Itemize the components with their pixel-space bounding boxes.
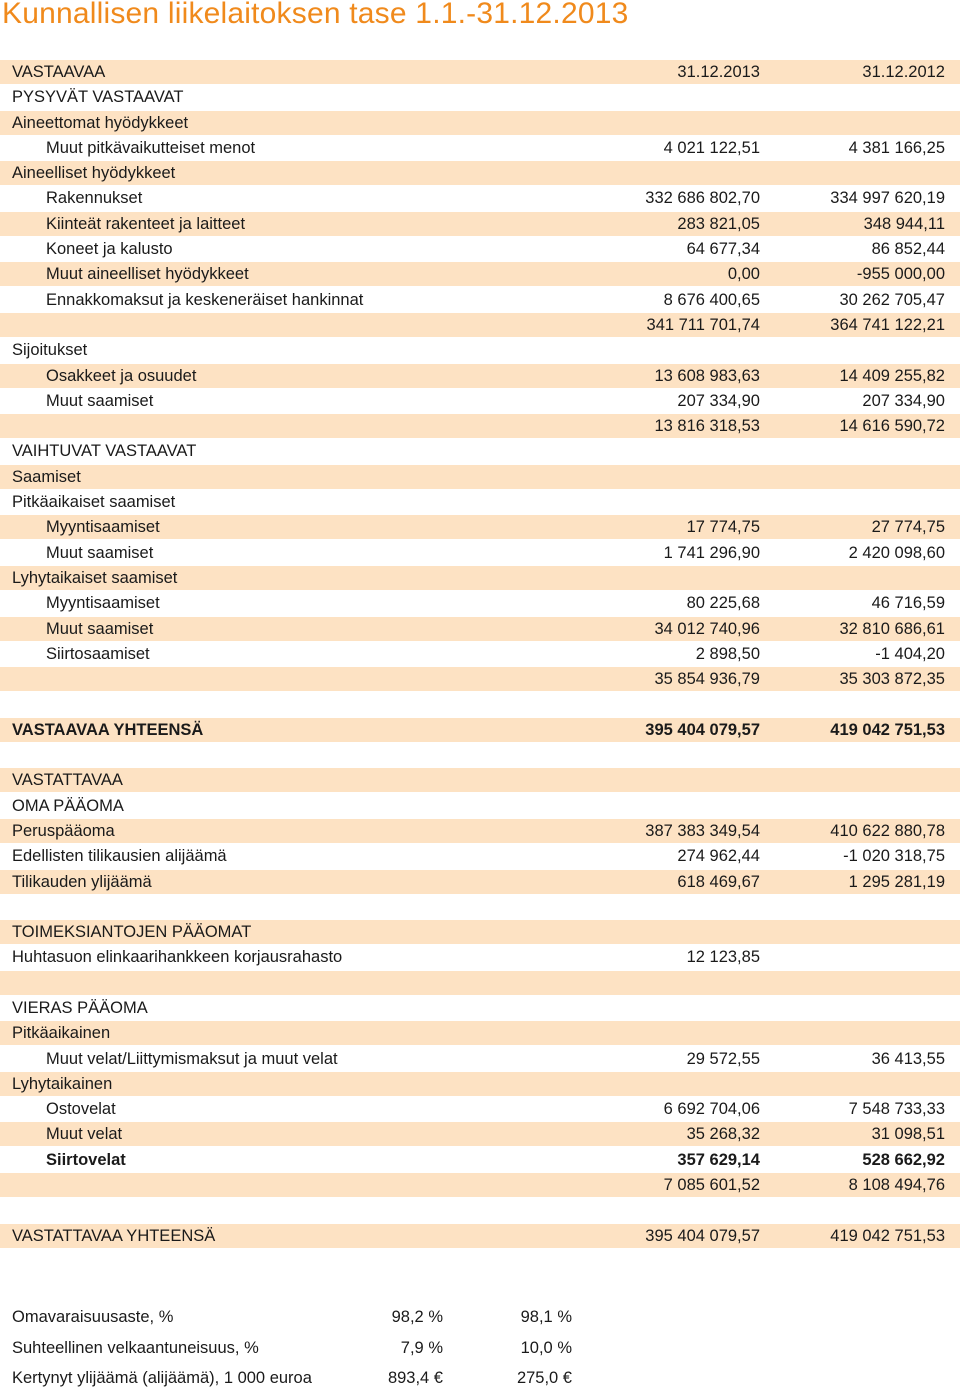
table-row [0, 389, 960, 413]
row-label: Aineelliset hyödykkeet [12, 164, 176, 183]
ratio-value-2013: 893,4 € [387, 1369, 443, 1387]
table-row [0, 895, 960, 919]
ratio-value-2012: 98,1 % [520, 1308, 572, 1326]
value-2013: 0,00 [727, 265, 760, 284]
ratio-label: Suhteellinen velkaantuneisuus, % [12, 1338, 259, 1357]
table-row [0, 364, 960, 388]
value-2013: 13 816 318,53 [654, 417, 760, 436]
row-label: Kiinteät rakenteet ja laitteet [46, 214, 246, 233]
table-row [0, 1122, 960, 1146]
value-2012: 348 944,11 [863, 214, 945, 233]
value-2012: 1 295 281,19 [848, 872, 945, 891]
row-label: Muut velat/Liittymismaksut ja muut velat [46, 1049, 338, 1068]
value-2013: 6 692 704,06 [663, 1100, 760, 1119]
row-label: Muut saamiset [46, 543, 154, 562]
row-label: Lyhytaikainen [12, 1074, 113, 1093]
row-label: Muut saamiset [46, 391, 154, 410]
value-2013: 395 404 079,57 [645, 1226, 760, 1245]
value-2012: 2 420 098,60 [848, 543, 945, 562]
row-label: Pitkäaikainen [12, 1024, 111, 1043]
table-row [0, 1148, 960, 1172]
row-label: Ennakkomaksut ja keskeneräiset hankinnat [46, 290, 364, 309]
ratio-row [0, 1305, 960, 1336]
ratio-value-2013: 98,2 % [391, 1308, 443, 1326]
table-row [0, 718, 960, 742]
value-2012: -1 404,20 [875, 644, 945, 663]
value-2012: 86 852,44 [871, 240, 945, 259]
table-row [0, 313, 960, 337]
value-2012: 46 716,59 [871, 594, 945, 613]
table-row [0, 794, 960, 818]
row-label: Muut aineelliset hyödykkeet [46, 265, 249, 284]
row-label: VIERAS PÄÄOMA [12, 998, 148, 1017]
key-ratios [0, 1305, 960, 1397]
row-label: Muut pitkävaikutteiset menot [46, 138, 256, 157]
row-label: Siirtosaamiset [46, 644, 150, 663]
row-label: Myyntisaamiset [46, 518, 160, 537]
table-row [0, 414, 960, 438]
row-label: Siirtovelat [46, 1150, 126, 1169]
value-2012: 8 108 494,76 [848, 1176, 945, 1195]
value-2012: 14 409 255,82 [839, 366, 945, 385]
row-label: Muut velat [46, 1125, 123, 1144]
table-row [0, 692, 960, 716]
value-2013: 387 383 349,54 [645, 821, 760, 840]
ratio-row [0, 1336, 960, 1367]
row-label: Lyhytaikaiset saamiset [12, 568, 178, 587]
table-row [0, 819, 960, 843]
ratio-value-2013: 7,9 % [400, 1338, 443, 1357]
table-row [0, 1173, 960, 1197]
value-2012: -1 020 318,75 [843, 847, 945, 866]
page-title: Kunnallisen liikelaitoksen tase 1.1.-31.12.2013 [2, 0, 629, 30]
table-row [0, 1072, 960, 1096]
row-label: Huhtasuon elinkaarihankkeen korjausrahasto [12, 948, 343, 967]
table-row [0, 212, 960, 236]
table-row [0, 490, 960, 514]
value-2012: 31.12.2012 [862, 63, 945, 81]
table-row [0, 971, 960, 995]
value-2012: 36 413,55 [871, 1049, 945, 1068]
table-row [0, 617, 960, 641]
row-label: Saamiset [12, 467, 81, 486]
table-row [0, 161, 960, 185]
table-row [0, 338, 960, 362]
table-row [0, 844, 960, 868]
row-label: VASTATTAVAA YHTEENSÄ [12, 1226, 216, 1245]
value-2012: 207 334,90 [862, 391, 945, 410]
table-row [0, 186, 960, 210]
value-2013: 332 686 802,70 [645, 189, 760, 208]
value-2013: 618 469,67 [677, 872, 760, 891]
value-2013: 2 898,50 [695, 644, 760, 663]
value-2012: 7 548 733,33 [848, 1100, 945, 1119]
table-row [0, 743, 960, 767]
row-label: Tilikauden ylijäämä [12, 872, 152, 891]
value-2013: 8 676 400,65 [663, 290, 760, 309]
row-label: OMA PÄÄOMA [12, 796, 124, 815]
table-row [0, 136, 960, 160]
value-2013: 29 572,55 [686, 1049, 760, 1068]
table-row [0, 591, 960, 615]
ratio-value-2012: 275,0 € [516, 1369, 572, 1387]
value-2013: 395 404 079,57 [645, 720, 760, 739]
ratio-label: Kertynyt ylijäämä (alijäämä), 1 000 euroa [12, 1369, 312, 1387]
row-label: Muut saamiset [46, 619, 154, 638]
value-2012: 35 303 872,35 [839, 670, 945, 689]
table-row [0, 1021, 960, 1045]
value-2013: 283 821,05 [677, 214, 760, 233]
row-label: Peruspääoma [12, 821, 115, 840]
table-row [0, 1047, 960, 1071]
row-label: VAIHTUVAT VASTAAVAT [12, 442, 197, 461]
value-2012: 528 662,92 [862, 1150, 945, 1169]
table-row [0, 465, 960, 489]
ratio-row [0, 1366, 960, 1397]
row-label: VASTAAVAA YHTEENSÄ [12, 720, 204, 739]
row-label: Pitkäaikaiset saamiset [12, 493, 176, 512]
value-2013: 12 123,85 [686, 948, 760, 967]
value-2013: 31.12.2013 [677, 63, 760, 81]
table-row [0, 515, 960, 539]
row-label: TOIMEKSIANTOJEN PÄÄOMAT [12, 923, 252, 942]
value-2013: 64 677,34 [686, 240, 760, 259]
value-2013: 80 225,68 [686, 594, 760, 613]
table-row [0, 642, 960, 666]
value-2013: 4 021 122,51 [663, 138, 760, 157]
row-label: Myyntisaamiset [46, 594, 160, 613]
row-label: Edellisten tilikausien alijäämä [12, 847, 227, 866]
ratio-label: Omavaraisuusaste, % [12, 1308, 174, 1326]
value-2012: 419 042 751,53 [830, 720, 945, 739]
row-label: Koneet ja kalusto [46, 240, 173, 259]
value-2012: 364 741 122,21 [830, 315, 945, 334]
value-2012: 410 622 880,78 [830, 821, 945, 840]
row-label: Ostovelat [46, 1100, 116, 1119]
row-label: VASTATTAVAA [12, 771, 123, 790]
table-row [0, 111, 960, 135]
row-label: Aineettomat hyödykkeet [12, 113, 189, 132]
value-2013: 35 854 936,79 [654, 670, 760, 689]
row-label: VASTAAVAA [12, 63, 106, 81]
value-2012: 14 616 590,72 [839, 417, 945, 436]
table-row [0, 920, 960, 944]
value-2012: 419 042 751,53 [830, 1226, 945, 1245]
table-row [0, 541, 960, 565]
value-2013: 7 085 601,52 [663, 1176, 760, 1195]
value-2012: 27 774,75 [871, 518, 945, 537]
value-2012: 334 997 620,19 [830, 189, 945, 208]
table-row [0, 870, 960, 894]
row-label: Sijoitukset [12, 341, 88, 360]
table-row [0, 262, 960, 286]
value-2013: 207 334,90 [677, 391, 760, 410]
row-label: Rakennukset [46, 189, 143, 208]
table-row [0, 1224, 960, 1248]
value-2013: 35 268,32 [686, 1125, 760, 1144]
table-row [0, 945, 960, 969]
value-2013: 357 629,14 [677, 1150, 760, 1169]
table-row [0, 439, 960, 463]
value-2013: 274 962,44 [677, 847, 760, 866]
table-row [0, 566, 960, 590]
table-row [0, 1198, 960, 1222]
value-2013: 34 012 740,96 [654, 619, 760, 638]
value-2013: 17 774,75 [686, 518, 760, 537]
table-row [0, 60, 960, 84]
table-row [0, 667, 960, 691]
balance-sheet-table [0, 60, 960, 1249]
table-row [0, 237, 960, 261]
value-2012: 30 262 705,47 [839, 290, 945, 309]
value-2012: 31 098,51 [871, 1125, 945, 1144]
table-row [0, 85, 960, 109]
table-row [0, 288, 960, 312]
table-row [0, 768, 960, 792]
value-2012: 32 810 686,61 [839, 619, 945, 638]
value-2012: 4 381 166,25 [848, 138, 945, 157]
value-2013: 341 711 701,74 [646, 315, 760, 334]
value-2013: 13 608 983,63 [654, 366, 760, 385]
value-2013: 1 741 296,90 [663, 543, 760, 562]
ratio-value-2012: 10,0 % [520, 1338, 572, 1357]
row-label: Osakkeet ja osuudet [46, 366, 197, 385]
table-row [0, 1097, 960, 1121]
value-2012: -955 000,00 [856, 265, 945, 284]
row-label: PYSYVÄT VASTAAVAT [12, 88, 184, 107]
table-row [0, 996, 960, 1020]
